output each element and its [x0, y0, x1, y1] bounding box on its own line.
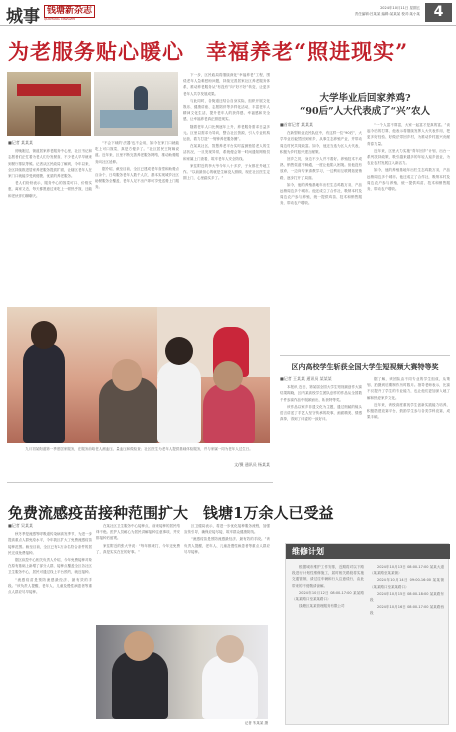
vaccine-paragraph: 区卫健局表示，将进一步优化接种服务流程，加强宣传引导，确保应接尽接，筑牢群众健康防线。: [184, 524, 270, 535]
story1-paragraph: 回乡之初，身边不少人并不看好。养殖技术不成熟、销售渠道不畅通，一度让他陷入困境。但他没有放弃，一边向专家请教学习，一边利用互联网拓宽销路，逐步打开了局面。: [280, 157, 362, 180]
issue-editors: 责任编辑:吕某某 编辑:某某某 校对:某小某: [354, 12, 420, 16]
story2-col2: [367, 376, 450, 528]
vaccine-paragraph: 据区疾控中心相关负责人介绍，今年免费接种对象在原有基础上新增了部分人群，接种点覆盖全区各社区卫生服务中心，居民可通过线上平台预约，就近接种。: [8, 558, 92, 575]
photo-head-shape: [31, 321, 57, 349]
elderly-birthday-photo: [7, 307, 270, 443]
divider: [7, 482, 273, 483]
story1-paragraph: 如今，他的养殖基地年出栏生态鸡数万羽，产品远销周边多个城市。他还成立了合作社，吸纳本村及周边农户参与养殖，统一提供鸡苗、技术和销售服务，带动农户增收。: [280, 182, 362, 206]
notice-footer: 钱塘区某某管理服务有限公司: [299, 604, 345, 609]
story2-headline: 区内高校学生斩获全国大学生短视频大赛特等奖: [291, 362, 439, 371]
notice-col1: [292, 564, 364, 720]
photo-head-shape: [165, 337, 193, 365]
photo-figure-shape: [157, 361, 201, 443]
story2-paragraph: 近年来，该校高度重视学生创新实践能力培养，积极搭建竞赛平台，鼓励学生参与各类学科竞赛，成果丰硕。: [367, 402, 450, 420]
photo-head-shape: [216, 635, 244, 663]
story1-col2: [367, 122, 450, 347]
lead-paragraph: “不会下载的‘法器’也不会用，如今在家门口就能吃上可口饭菜，真是方便多了。”社区居民王阿姨说道。近年来，区里不断完善养老服务网络，推动助餐服务向社区延伸。: [95, 141, 179, 164]
photo-sign-shape: [17, 84, 81, 96]
photo-figure-shape: [23, 343, 65, 443]
story1-paragraph: 如今，他的养殖基地年出栏生态鸡数万羽，产品远销周边多个城市。他还成立了合作社，吸纳本村及周边农户参与养殖，统一提供鸡苗、技术和销售服务，带动农户增收。: [367, 168, 450, 192]
notice-intro: 根据城市维护工作安排，近期将对以下路段进行计划性维修施工，届时相关路段将实施交通管制，请过往车辆和行人注意绕行，由此带来的不便敬请谅解。: [292, 565, 364, 588]
vaccine-paragraph: “流感疫苗是预防流感最经济、最有效的手段。”该负责人提醒，老年人、儿童及慢性病患者等重点人群应尽早接种。: [184, 537, 270, 554]
notice-col2: [370, 564, 444, 720]
lead-paragraph: 老人们纷纷表示，服务中心的饭菜可口、价格实惠，离家又近，每天都愿意过来吃上一顿热乎饭，还能和老伙伴们聊聊天。: [8, 181, 92, 198]
photo-figure-shape: [203, 383, 255, 443]
vaccine-col1: [8, 523, 92, 723]
lead-paragraph: 据介绍，截至目前，全区已建成老年食堂和助餐点百余个，日均服务老年人数千人次，基本实现城乡社区助餐服务全覆盖，老年人足不出户即可享受送餐上门服务。: [95, 166, 179, 190]
service-center-exterior-photo: [7, 72, 91, 136]
notice-item: 2024年10月16日 08:00-17:00 某某路西段: [370, 605, 444, 616]
lead-col2: [95, 140, 179, 280]
lead-paragraph: 随着老年人口比例逐年上升，养老服务需求日益多元。区里以需求为导向，整合社区资源，引入专业机构运营，着力打造“一刻钟养老服务圈”。: [183, 124, 270, 142]
page-number: 4: [425, 3, 452, 22]
photo-person-shape: [134, 86, 148, 110]
vaccine-col2: [96, 523, 180, 621]
story1-col1: [280, 122, 362, 347]
newspaper-logo: 钱塘新杂志: [44, 5, 95, 18]
issue-date: 2024年10月11日 星期五: [380, 6, 420, 10]
photo-counter-shape: [100, 110, 172, 128]
story1-headline-line2: “90后”人大代表成了“兴”农人: [299, 106, 431, 117]
issue-meta: [355, 5, 420, 17]
maintenance-notice-title: 维修计划: [286, 544, 450, 559]
photo-figure-shape: [112, 651, 168, 719]
photo-door-shape: [35, 106, 61, 136]
photo-caption: 九月初某街道第一季度居家服务，在服务前给老人测血压、量血压和做检查；社区医生为老年人提供基础体检服务，并与家属一同为老年人过生日。: [25, 447, 253, 451]
story2-byline: ■记者 王某某 通讯员 某某某: [280, 376, 332, 381]
story2-paragraph: 据了解，该团队由不同专业的学生组成，从策划、拍摄到后期制作历时数月。指导老师表示，比赛不仅提升了学生的专业能力，也让他们更加深入地了解和热爱家乡文化。: [367, 377, 450, 400]
vaccine-photo-caption: 记者 朱某某 摄: [244, 721, 268, 725]
photo-head-shape: [213, 361, 243, 391]
photo-figure-shape: [202, 655, 258, 719]
newspaper-logo-sub: QIANTANG XINZAZHI: [44, 17, 76, 21]
section-name: 城事: [6, 7, 40, 27]
page-header: [0, 0, 456, 26]
notice-item: 2024年10月13日 08:00-17:00 某某大道（某某路至某某街）: [370, 565, 444, 576]
vaccination-photo: [96, 625, 268, 719]
lead-headline: 为老服务贴心暖心 幸福养老“照进现实”: [8, 39, 409, 64]
big-photo-caption: [8, 446, 270, 460]
vaccine-paragraph: “流感疫苗是预防流感最经济、最有效的手段。”该负责人提醒，老年人、儿童及慢性病患者等重点人群应尽早接种。: [8, 577, 92, 595]
notice-item: 2024年10月15日 08:00-18:00 某某路东段: [370, 591, 444, 603]
notice-item: 2024年10月12日 08:00-17:00 某某路（某某路口至某某路口）: [292, 590, 364, 602]
canteen-interior-photo: [94, 72, 178, 136]
vaccine-paragraph: 秋冬季是流感等呼吸道传染病高发季节，为进一步提高重点人群免疫水平，今年我区扩大了免费流感疫苗接种范围。截至目前，全区已有1万余名符合条件的居民完成免费接种。: [8, 532, 92, 555]
story1-paragraph: “一个人富不算富，大家一起富才是真的富。”谈起今后的打算，他表示将继续发挥人大代表作用，把更多好经验、好做法带回乡村，为推动乡村振兴贡献青春力量。: [367, 123, 450, 146]
lead-paragraph: 傍晚刚过，街道居家养老服务中心里，社区书记和志愿者们正忙着为老人们分发餐食，不少老人早早就来到餐厅排队等候。记者从区民政局了解到，今年以来，全区持续推进居家养老服务提质扩面，让辖区老年人在家门口就能享受到便捷、优质的养老服务。: [8, 149, 92, 179]
story1-byline: ■首席记者 某某某: [280, 122, 314, 127]
photo-head-shape: [112, 359, 142, 391]
maintenance-notice-box: [285, 543, 449, 725]
lead-paragraph: 与此同时，各街道还结合自身实际，组织开展文化娱乐、健康讲座、志愿陪伴等多样化活动，丰富老年人精神文化生活，提升老年人的获得感、幸福感和安全感，让幸福养老真正照进现实。: [183, 98, 270, 122]
vaccine-paragraph: 在某社区卫生服务中心接种点，前来接种的居民络绎不绝。医护人员耐心为居民讲解接种注意事项，并安排接种后留观。: [96, 524, 180, 541]
notice-item: 2024年10月14日 09:00-16:00 某某街（某某路口至某某路口）: [370, 578, 444, 589]
lead-col1: [8, 140, 92, 280]
divider: [280, 355, 450, 356]
photo-head-shape: [124, 631, 154, 661]
story2-paragraph: 该作品以家乡非遗文化为主题，通过细腻的镜头语言讲述了手艺人坚守传承的故事，画面精美、情感真挚，得到了评委的一致好评。: [280, 404, 362, 422]
lead-paragraph: 家住附近的李大爷今年八十多岁，子女都在外地工作。“以前最担心的就是生病没人照顾，现在社区医生定期上门，心里踏实多了。”: [183, 163, 270, 181]
vaccine-paragraph: 家住附近的张大爷说：“每年都来打，今年还免费了，真是实实在在的好事。”: [96, 543, 180, 554]
lead-byline: ■记者 某某某: [8, 140, 34, 145]
lead-paragraph: 在某某社区，智慧养老平台实时监测独居老人的生活状况，一旦发现异常，系统便会第一时间通知网格员和家属上门查看，筑牢老年人安全防线。: [183, 144, 270, 161]
story1-paragraph: 在新型职业农民队伍中，有这样一位“90后”，大学毕业后毅然回到家乡，从事生态养殖产业，并带动周边村民共同致富。如今，他还当选为区人大代表，积极为乡村振兴建言献策。: [280, 131, 362, 154]
vaccine-headline: 免费流感疫苗接种范围扩大 钱塘1万余人已受益: [8, 504, 334, 522]
story1-paragraph: 近年来，区里大力实施“青年回乡”计划，出台一系列扶持政策，吸引越来越多的年轻人返乡创业，为农业农村发展注入新活力。: [367, 148, 450, 166]
vaccine-byline: ■记者 吴某某: [8, 523, 34, 528]
story2-paragraph: 本报讯 近日，第某届全国大学生短视频创作大赛结果揭晓，区内某高校学生团队创作的作品从全国数千件参赛作品中脱颖而出，斩获特等奖。: [280, 385, 362, 402]
lead-col3: [183, 72, 270, 297]
photo-byline: 文/摄 通讯员 杨某某: [234, 462, 270, 467]
lead-paragraph: 下一步，区民政局将继续深化“幸福养老”工程，围绕老年人急难愁盼问题，持续完善居家社区养老服务体系，推动养老服务从“有没有”向“好不好”转变，让更多老年人共享发展成果。: [183, 73, 270, 96]
vaccine-col3: [184, 523, 270, 621]
story1-headline: [280, 92, 450, 118]
story1-headline-line1: 大学毕业后回家养鸡?: [319, 93, 411, 104]
